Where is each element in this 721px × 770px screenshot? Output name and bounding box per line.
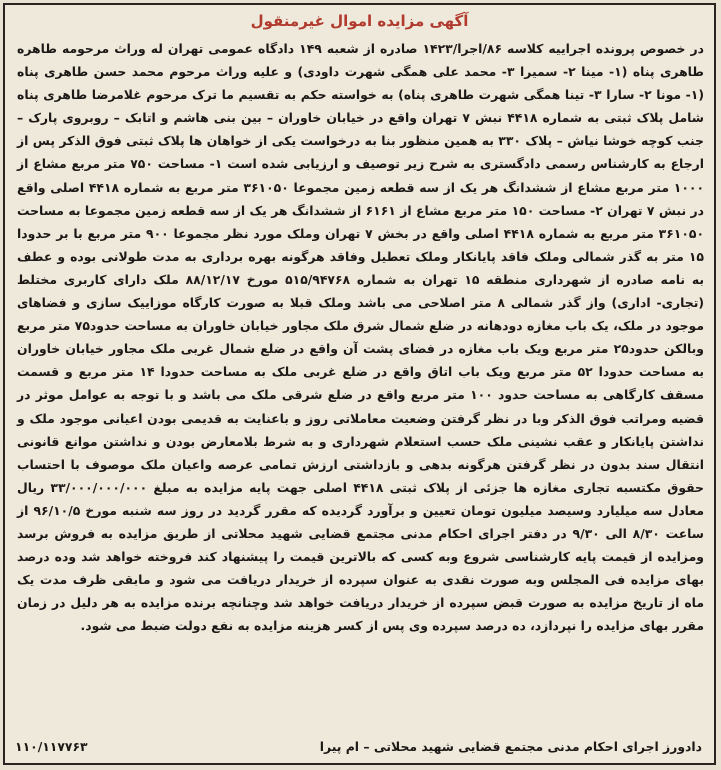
notice-body-paragraph: در خصوص پرونده اجراییه کلاسه ۸۶/اجرا/۱۴۲۳ صادره از شعبه ۱۴۹ دادگاه عمومی تهران له وراث مرحومه طاهره طاهری پناه (۱- مینا ۲- سمیرا ۳- محمد علی همگی شهرت داودی) و علیه وراث مرحوم محمد حسن طاهری پناه (۱- مونا ۲- سارا ۳- تینا همگی شهرت طاهری پناه) به خواسته حکم به تقسیم ما ترک مرحوم غلامرضا طاهری پناه شامل پلاک ثبتی به شماره ۴۴۱۸ نبش ۷ تهران واقع در خیابان خاوران – بین بنی هاشم و اتابک – روبروی پارک – جنب کوچه خوشا نیاش – پلاک ۳۳۰ به همین منظور بنا به درخواست یکی از خواهان ها پلاک ثبتی فوق الذکر پس از ارجاع به کارشناس رسمی دادگستری به شرح زیر توصیف و ارزیابی شده است ۱- مساحت ۷۵۰ متر مربع مشاع از ۱۰۰۰ متر مربع مشاع از ششدانگ هر یک از سه قطعه زمین مجموعا ۳۶۱۰۵۰ متر مربع به شماره ۴۴۱۸ اصلی واقع در نبش ۷ تهران ۲- مساحت ۱۵۰ متر مربع مشاع از ۶۱۶۱ از ششدانگ هر یک از سه قطعه زمین مجموعا به مساحت ۳۶۱۰۵۰ متر مربع به شماره ۴۴۱۸ اصلی واقع در بخش ۷ تهران وملک مورد نظر مجموعا ۹۰۰ متر مربع با بر حدودا ۱۵ متر به گذر شمالی وملک فاقد پایانکار وملک تعطیل وفاقد هرگونه بهره برداری به مدت طولانی بوده و عطف به نامه صادره از شهرداری منطقه ۱۵ تهران به شماره ۵۱۵/۹۴۷۶۸ مورخ ۸۸/۱۲/۱۷ ملک دارای کاربری مختلط (تجاری- اداری) واز گذر شمالی ۸ متر اصلاحی می باشد وملک قبلا به صورت کارگاه موزاییک سازی و فضاهای موجود در ملک، یک باب مغازه دودهانه در ضلع شمال شرق ملک مجاور خیابان خاوران به مساحت حدود۷۵ متر مربع وبالکن حدود۲۵ متر مربع ویک باب مغازه در فضای پشت آن واقع در ضلع شمال غربی ملک مجاور خیابان خاوران به مساحت حدودا ۵۲ متر مربع ویک باب اتاق واقع در ضلع غربی ملک به مساحت حدودا ۱۴ متر مربع و قسمت مسقف کارگاهی به مساحت حدود ۱۰۰ متر مربع واقع در ضلع شرقی ملک می باشد و با توجه به عوامل موثر در قضیه ومراتب فوق الذکر وبا در نظر گرفتن وضعیت معاملاتی روز و باعنایت به قدیمی بودن اعیانی موجود ملک و نداشتن پایانکار و عقب نشینی ملک حسب استعلام شهرداری و به شرط بلامعارض بودن و نداشتن موانع قانونی انتقال سند بدون در نظر گرفتن هرگونه بدهی و بازداشتی ارزش تمامی عرصه واعیان ملک موصوف با احتساب حقوق مکتسبه تجاری مغازه ها جزئی از پلاک ثبتی ۴۴۱۸ اصلی جهت پایه مزایده به مبلغ ۳۳/۰۰۰/۰۰۰/۰۰۰ ریال معادل سه میلیارد وسیصد میلیون تومان تعیین و برآورد گردیده که مقرر گردید در روز سه شنبه مورخ ۹۶/۱۰/۵ از ساعت ۸/۳۰ الی ۹/۳۰ در دفتر اجرای احکام مدنی مجتمع قضایی شهید محلاتی از طریق مزایده به فروش برسد ومزایده از قیمت پایه کارشناسی شروع وبه کسی که بالاترین قیمت را پیشنهاد کند فروخته خواهد شد وده درصد بهای مزایده فی المجلس وبه صورت نقدی به عنوان سپرده از خریدار دریافت می شود و مابقی ظرف مدت یک ماه از تاریخ مزایده به صورت قبض سپرده از خریدار دریافت خواهد شد وچنانچه برنده مزایده به هر دلیل در زمان مقرر بهای مزایده را نپردازد، ده درصد سپرده وی پس از کسر هزینه مزایده به نفع دولت ضبط می شود. bbox=[17, 41, 705, 634]
notice-reference-number: ۱۱۰/۱۱۷۷۶۳ bbox=[15, 739, 88, 754]
notice-body bbox=[5, 37, 714, 637]
legal-notice bbox=[3, 3, 716, 765]
notice-title: آگهی مزایده اموال غیرمنقول bbox=[250, 12, 469, 30]
notice-signature: دادورز اجرای احکام مدنی مجتمع قضایی شهید محلاتی – ام پیرا bbox=[319, 739, 702, 754]
notice-footer bbox=[15, 737, 702, 757]
